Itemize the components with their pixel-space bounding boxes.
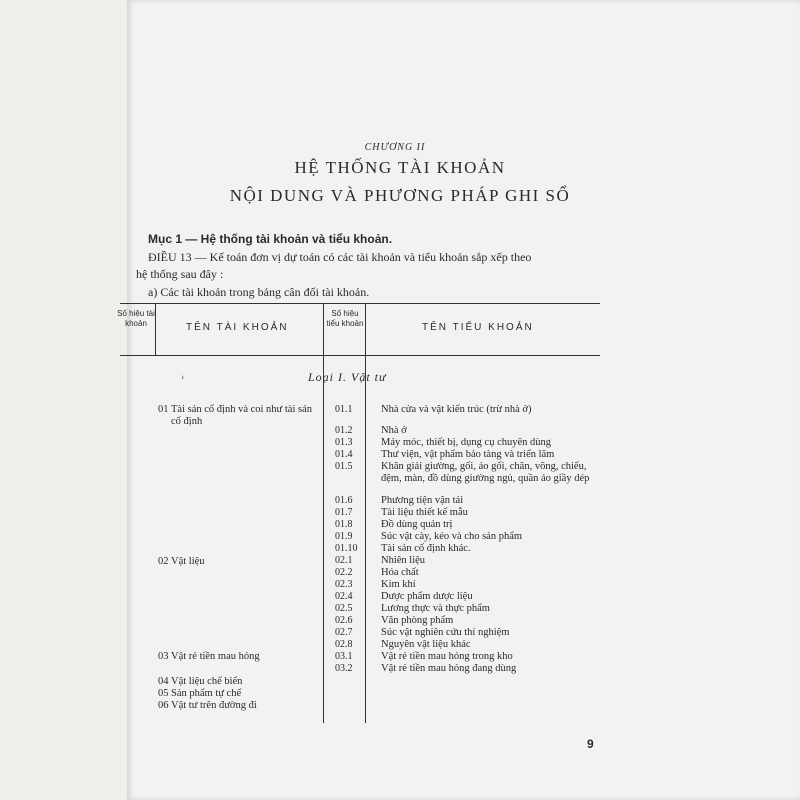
- column-divider-2: [323, 303, 324, 723]
- header-sub-name: TÊN TIỂU KHOẢN: [422, 322, 534, 333]
- page-title-line2: NỘI DUNG VÀ PHƯƠNG PHÁP GHI SỔ: [229, 186, 571, 205]
- account-code: 06: [158, 700, 169, 711]
- page-number: 9: [587, 737, 594, 751]
- subaccount-code: 02.6: [335, 615, 353, 626]
- subaccount-code: 01.10: [335, 543, 358, 554]
- chapter-label: CHƯƠNG II: [364, 142, 426, 153]
- account-code: 03: [158, 651, 169, 662]
- subaccount-name: Vật rẻ tiền mau hỏng đang dùng: [381, 663, 517, 674]
- subaccount-code: 02.7: [335, 627, 353, 638]
- article-line2: hệ thống sau đây :: [136, 267, 224, 281]
- account-name: Tài sản cố định và coi như tài sản cố định: [171, 404, 312, 427]
- subaccount-code: 01.6: [335, 495, 353, 506]
- subaccount-name: Phương tiện vận tải: [381, 495, 464, 506]
- account-code: 05: [158, 688, 169, 699]
- account-code: 04: [158, 676, 169, 687]
- subaccount-code: 01.3: [335, 437, 353, 448]
- header-acct-name: TÊN TÀI KHOẢN: [186, 322, 289, 333]
- subaccount-code: 01.5: [335, 461, 353, 472]
- subaccount-name: Nhà cửa và vật kiến trúc (trừ nhà ở): [381, 404, 532, 415]
- subaccount-code: 01.4: [335, 449, 353, 460]
- subaccount-code: 01.7: [335, 507, 353, 518]
- account-name: Vật liệu: [171, 556, 205, 567]
- subaccount-name: Súc vật cày, kéo và cho sản phẩm: [381, 531, 523, 542]
- subaccount-code: 01.1: [335, 404, 353, 415]
- column-divider-3: [365, 303, 366, 723]
- subaccount-code: 02.5: [335, 603, 353, 614]
- subaccount-name: Văn phòng phẩm: [381, 615, 454, 626]
- subaccount-name: Vật rẻ tiền mau hỏng trong kho: [381, 651, 513, 662]
- subaccount-name: Lương thực và thực phẩm: [381, 603, 490, 614]
- subaccount-name: Hóa chất: [381, 567, 419, 578]
- subaccount-code: 02.8: [335, 639, 353, 650]
- subaccount-code: 03.1: [335, 651, 353, 662]
- account-name: Vật liệu chế biến: [171, 676, 243, 687]
- subaccount-name: Khăn giải giường, gối, áo gối, chăn, võng, chiếu, đệm, màn, đồ dùng giường ngủ, quần áo giầy dép: [381, 461, 590, 484]
- subaccount-name: Tài sản cố định khác.: [381, 543, 471, 554]
- subheading: a) Các tài khoản trong bảng cân đối tài khoản.: [148, 285, 370, 299]
- subaccount-name: Nhà ở: [381, 425, 407, 436]
- subaccount-code: 01.8: [335, 519, 353, 530]
- subaccount-name: Kim khí: [381, 579, 416, 590]
- account-name: Vật rẻ tiền mau hỏng: [171, 651, 260, 662]
- subaccount-name: Nguyên vật liệu khác: [381, 639, 471, 650]
- section-title: Mục 1 — Hệ thống tài khoản và tiểu khoản.: [148, 232, 393, 246]
- subaccount-code: 02.4: [335, 591, 353, 602]
- column-divider-1: [155, 303, 156, 355]
- header-acct-no: Số hiệu tài khoản: [117, 309, 155, 328]
- ink-mark: ›: [181, 372, 185, 383]
- header-sub-no: Số hiệu tiểu khoản: [326, 309, 364, 328]
- subaccount-name: Súc vật nghiên cứu thí nghiệm: [381, 627, 510, 638]
- subaccount-name: Đồ dùng quản trị: [381, 519, 453, 530]
- article-text: [136, 249, 618, 283]
- subaccount-code: 01.9: [335, 531, 353, 542]
- account-name: Sản phẩm tự chế: [171, 688, 242, 699]
- page-title-line1: HỆ THỐNG TÀI KHOẢN: [294, 158, 506, 177]
- subaccount-code: 03.2: [335, 663, 353, 674]
- account-code: 01: [158, 404, 169, 415]
- subaccount-name: Máy móc, thiết bị, dụng cụ chuyên dùng: [381, 437, 552, 448]
- subaccount-name: Thư viện, vật phẩm bảo tàng và triển lãm: [381, 449, 555, 460]
- group-title: Loại I. Vật tư: [308, 370, 387, 384]
- subaccount-code: 01.2: [335, 425, 353, 436]
- account-name: Vật tư trên đường đi: [171, 700, 257, 711]
- table-header-rule: [120, 355, 600, 356]
- subaccount-code: 02.2: [335, 567, 353, 578]
- subaccount-name: Dược phẩm dược liệu: [381, 591, 473, 602]
- subaccount-name: Nhiên liệu: [381, 555, 426, 566]
- article-line1: ĐIỀU 13 — Kế toán đơn vị dự toán có các tài khoản và tiểu khoản sắp xếp theo: [148, 250, 532, 264]
- subaccount-name: Tài liệu thiết kế mẫu: [381, 507, 468, 518]
- subaccount-code: 02.1: [335, 555, 353, 566]
- table-top-rule: [120, 303, 600, 304]
- account-code: 02: [158, 556, 169, 567]
- subaccount-code: 02.3: [335, 579, 353, 590]
